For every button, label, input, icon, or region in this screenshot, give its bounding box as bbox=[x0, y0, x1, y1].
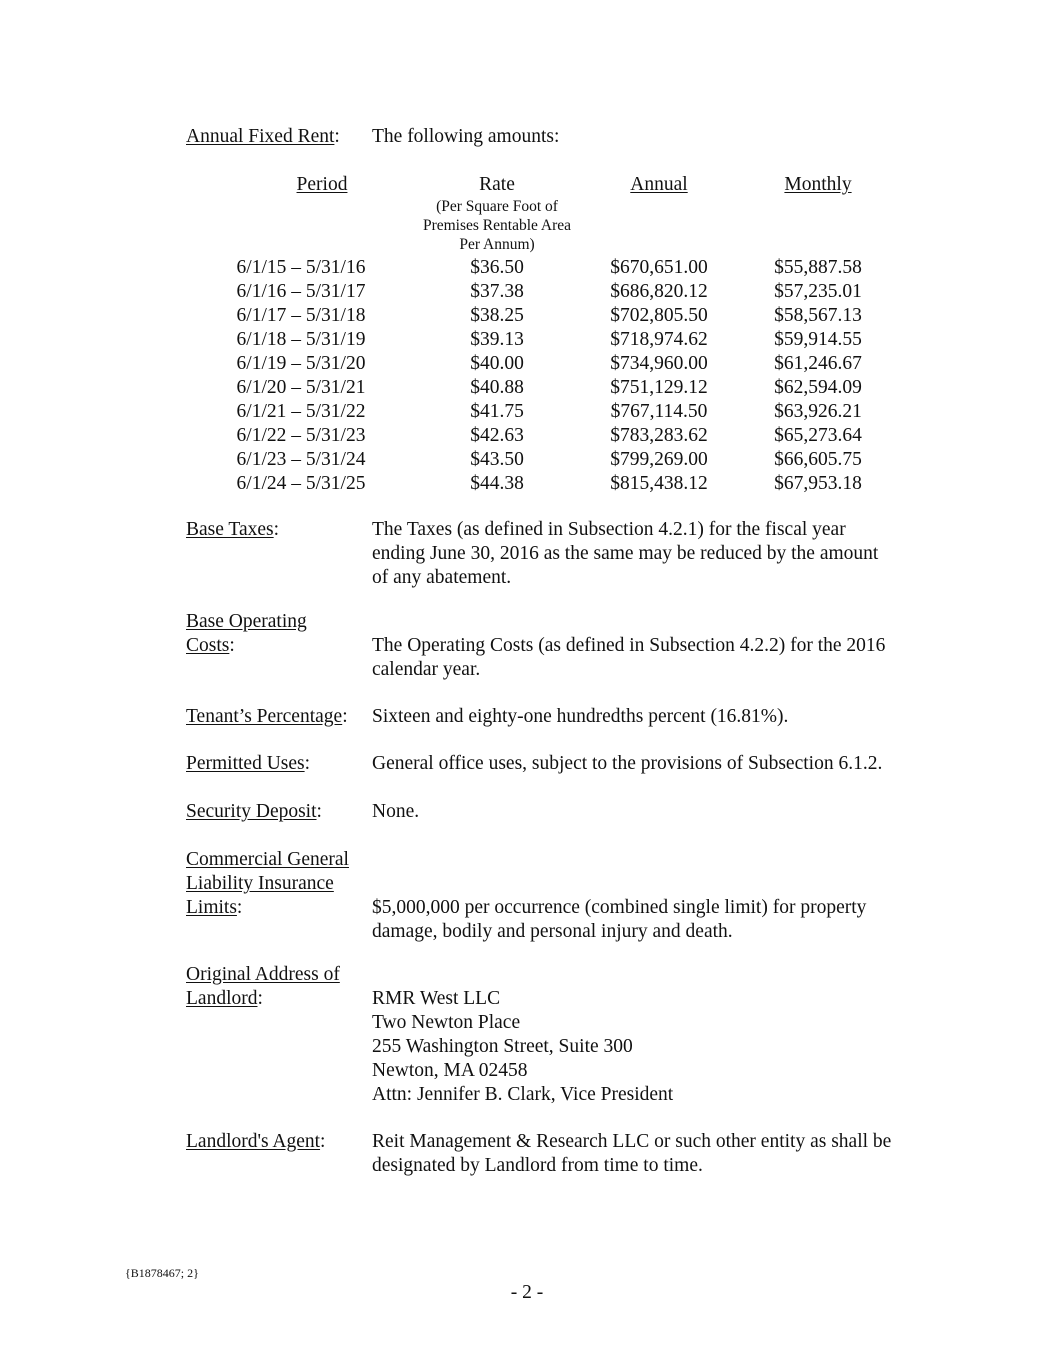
page-number: - 2 - bbox=[510, 1282, 544, 1303]
table-cell-rate: $42.63 bbox=[470, 425, 524, 446]
monthly-column bbox=[753, 256, 883, 496]
table-cell-rate: $36.50 bbox=[470, 257, 524, 278]
rate-note-line-3: Per Annum) bbox=[459, 236, 535, 253]
table-cell-annual: $686,820.12 bbox=[610, 281, 708, 302]
original-address-text: RMR West LLC Two Newton Place 255 Washington Street, Suite 300 Newton, MA 02458 Attn: Jennifer B. Clark, Vice President bbox=[372, 988, 674, 1105]
table-cell-rate: $41.75 bbox=[470, 401, 524, 422]
table-cell-period: 6/1/20 – 5/31/21 bbox=[236, 377, 366, 398]
period-column bbox=[226, 256, 376, 496]
rate-note-line-2: Premises Rentable Area bbox=[422, 217, 572, 234]
table-cell-monthly: $66,605.75 bbox=[774, 449, 862, 470]
tenants-percentage-term: Tenant’s Percentage: bbox=[186, 706, 348, 727]
annual-column bbox=[594, 256, 724, 496]
table-cell-monthly: $61,246.67 bbox=[774, 353, 862, 374]
label-colon: : bbox=[334, 126, 340, 147]
table-cell-rate: $37.38 bbox=[470, 281, 524, 302]
table-cell-period: 6/1/16 – 5/31/17 bbox=[236, 281, 366, 302]
table-cell-period: 6/1/21 – 5/31/22 bbox=[236, 401, 366, 422]
base-taxes-text: The Taxes (as defined in Subsection 4.2.1) for the fiscal year ending June 30, 2016 as the same may be reduced by the amount of any abatement. bbox=[372, 519, 879, 588]
table-cell-monthly: $55,887.58 bbox=[774, 257, 862, 278]
table-cell-annual: $783,283.62 bbox=[610, 425, 708, 446]
table-cell-annual: $799,269.00 bbox=[610, 449, 708, 470]
base-operating-costs-text: The Operating Costs (as defined in Subsection 4.2.2) for the 2016 calendar year. bbox=[372, 635, 886, 680]
security-deposit-text: None. bbox=[372, 801, 420, 822]
table-cell-rate: $43.50 bbox=[470, 449, 524, 470]
table-cell-monthly: $57,235.01 bbox=[774, 281, 862, 302]
document-id: {B1878467; 2} bbox=[125, 1266, 199, 1280]
original-address-term: Original Address of Landlord: bbox=[186, 964, 340, 1009]
insurance-limits-term: Commercial General Liability Insurance Limits: bbox=[186, 849, 349, 918]
annual-fixed-rent-text: The following amounts: bbox=[372, 126, 560, 147]
security-deposit-term: Security Deposit: bbox=[186, 801, 322, 822]
period-header: Period bbox=[296, 174, 348, 195]
table-cell-rate: $40.88 bbox=[470, 377, 524, 398]
table-cell-monthly: $58,567.13 bbox=[774, 305, 862, 326]
table-cell-monthly: $63,926.21 bbox=[774, 401, 862, 422]
permitted-uses-term: Permitted Uses: bbox=[186, 753, 311, 774]
annual-header: Annual bbox=[630, 174, 688, 195]
table-cell-period: 6/1/19 – 5/31/20 bbox=[236, 353, 366, 374]
table-cell-annual: $767,114.50 bbox=[610, 401, 708, 422]
table-cell-period: 6/1/18 – 5/31/19 bbox=[236, 329, 366, 350]
insurance-limits-text: $5,000,000 per occurrence (combined single limit) for property damage, bodily and personal injury and death. bbox=[372, 897, 867, 942]
rate-header: Rate bbox=[479, 174, 515, 195]
table-cell-annual: $734,960.00 bbox=[610, 353, 708, 374]
table-cell-monthly: $59,914.55 bbox=[774, 329, 862, 350]
table-cell-monthly: $67,953.18 bbox=[774, 473, 862, 494]
tenants-percentage-text: Sixteen and eighty-one hundredths percent (16.81%). bbox=[372, 706, 789, 727]
monthly-header: Monthly bbox=[784, 174, 852, 195]
rate-column bbox=[437, 256, 557, 496]
table-cell-annual: $670,651.00 bbox=[610, 257, 708, 278]
base-operating-costs-term: Base Operating Costs: bbox=[186, 611, 307, 656]
table-cell-rate: $40.00 bbox=[470, 353, 524, 374]
permitted-uses-text: General office uses, subject to the provisions of Subsection 6.1.2. bbox=[372, 753, 883, 774]
table-cell-rate: $39.13 bbox=[470, 329, 524, 350]
annual-fixed-rent-term bbox=[186, 125, 340, 149]
table-cell-annual: $702,805.50 bbox=[610, 305, 708, 326]
table-cell-rate: $44.38 bbox=[470, 473, 524, 494]
table-cell-annual: $751,129.12 bbox=[610, 377, 708, 398]
landlords-agent-text: Reit Management & Research LLC or such other entity as shall be designated by Landlord from time to time. bbox=[372, 1131, 892, 1176]
table-cell-annual: $718,974.62 bbox=[610, 329, 708, 350]
table-cell-period: 6/1/23 – 5/31/24 bbox=[236, 449, 366, 470]
table-cell-monthly: $65,273.64 bbox=[774, 425, 862, 446]
table-cell-period: 6/1/24 – 5/31/25 bbox=[236, 473, 366, 494]
landlords-agent-term: Landlord's Agent: bbox=[186, 1131, 326, 1152]
table-cell-monthly: $62,594.09 bbox=[774, 377, 862, 398]
table-cell-period: 6/1/15 – 5/31/16 bbox=[236, 257, 366, 278]
table-cell-period: 6/1/17 – 5/31/18 bbox=[236, 305, 366, 326]
table-cell-annual: $815,438.12 bbox=[610, 473, 708, 494]
table-cell-rate: $38.25 bbox=[470, 305, 524, 326]
table-cell-period: 6/1/22 – 5/31/23 bbox=[236, 425, 366, 446]
annual-fixed-rent-label: Annual Fixed Rent bbox=[186, 126, 335, 147]
rate-note-line-1: (Per Square Foot of bbox=[436, 198, 558, 215]
base-taxes-term: Base Taxes: bbox=[186, 519, 280, 540]
